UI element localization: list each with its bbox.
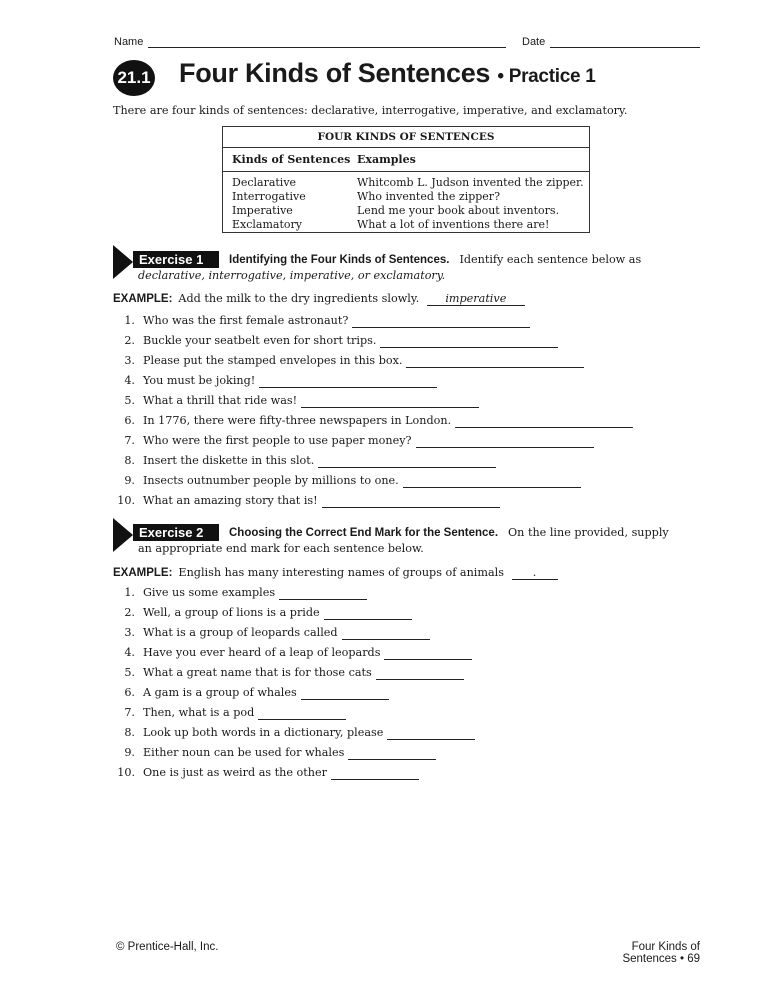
exercise-1-instructions [229, 253, 641, 266]
exercise-2-instruction: On the line provided, supply [508, 526, 669, 539]
name-label: Name [114, 36, 144, 48]
item-text: In 1776, there were fifty-three newspapers in London. [143, 414, 452, 427]
item-number: 9. [124, 474, 135, 487]
column-header-kinds: Kinds of Sentences [232, 153, 351, 166]
item-text: You must be joking! [143, 374, 256, 387]
title-main: Four Kinds of Sentences [179, 58, 491, 88]
answer-blank[interactable] [406, 354, 584, 368]
item-text: What an amazing story that is! [143, 494, 318, 507]
table-row [223, 204, 589, 218]
item-text: Have you ever heard of a leap of leopards [143, 646, 381, 659]
page-title [179, 58, 595, 89]
answer-blank[interactable] [342, 626, 430, 640]
title-subtitle: • Practice 1 [497, 66, 596, 87]
item-number: 5. [124, 394, 135, 407]
item-text: Insects outnumber people by millions to one. [143, 474, 399, 487]
item-text: Buckle your seatbelt even for short trips. [143, 334, 377, 347]
answer-blank[interactable] [376, 666, 464, 680]
item-text: What is a group of leopards called [143, 626, 338, 639]
item-number: 3. [124, 354, 135, 367]
table-caption: FOUR KINDS OF SENTENCES [223, 127, 589, 148]
item-number: 9. [124, 746, 135, 759]
answer-blank[interactable] [279, 586, 367, 600]
exercise-item [113, 586, 367, 600]
section-badge: 21.1 [113, 60, 155, 96]
item-number: 6. [124, 686, 135, 699]
answer-blank[interactable] [380, 334, 558, 348]
kind-cell: Declarative [232, 176, 297, 189]
item-number: 1. [124, 586, 135, 599]
item-number: 7. [124, 434, 135, 447]
answer-blank[interactable] [387, 726, 475, 740]
answer-blank[interactable] [301, 394, 479, 408]
intro-text: There are four kinds of sentences: declarative, interrogative, imperative, and exclamatory. [113, 104, 628, 117]
item-text: Well, a group of lions is a pride [143, 606, 320, 619]
kind-cell: Imperative [232, 204, 293, 217]
exercise-item [113, 726, 475, 740]
item-number: 6. [124, 414, 135, 427]
exercise-item [113, 394, 479, 408]
table-header-row [223, 148, 589, 172]
example-text: English has many interesting names of groups of animals [178, 566, 504, 579]
table-row [223, 218, 589, 232]
exercise-2-instruction-cont: an appropriate end mark for each sentence below. [138, 542, 424, 555]
answer-blank[interactable] [416, 434, 594, 448]
item-number: 7. [124, 706, 135, 719]
answer-blank[interactable] [318, 454, 496, 468]
name-field[interactable] [148, 47, 506, 48]
exercise-item [113, 354, 584, 368]
example-answer: imperative [427, 292, 525, 306]
exercise-item [113, 666, 464, 680]
exercise-item [113, 334, 558, 348]
exercise-item [113, 414, 633, 428]
answer-blank[interactable] [259, 374, 437, 388]
item-text: Then, what is a pod [143, 706, 255, 719]
item-text: Who was the first female astronaut? [143, 314, 349, 327]
exercise-1-instruction-cont: declarative, interrogative, imperative, or exclamatory. [138, 269, 446, 282]
exercise-item [113, 474, 581, 488]
item-text: Insert the diskette in this slot. [143, 454, 315, 467]
exercise-1-instruction: Identify each sentence below as [459, 253, 642, 266]
table-body [223, 172, 589, 232]
answer-blank[interactable] [322, 494, 500, 508]
item-text: Either noun can be used for whales [143, 746, 345, 759]
item-number: 4. [124, 646, 135, 659]
answer-blank[interactable] [331, 766, 419, 780]
example-cell: Who invented the zipper? [357, 190, 500, 203]
exercise-item [113, 626, 430, 640]
example-label: EXAMPLE: [113, 567, 173, 579]
arrow-icon [113, 245, 133, 279]
exercise-item [113, 766, 419, 780]
example-text: Add the milk to the dry ingredients slowly. [178, 292, 420, 305]
item-number: 10. [117, 766, 135, 779]
exercise-1-example [113, 292, 525, 306]
answer-blank[interactable] [324, 606, 412, 620]
item-text: Who were the first people to use paper money? [143, 434, 412, 447]
item-number: 8. [124, 726, 135, 739]
exercise-1-header [113, 245, 703, 282]
exercise-item [113, 454, 496, 468]
exercise-2-heading: Choosing the Correct End Mark for the Sentence. [229, 527, 499, 539]
exercise-item [113, 434, 594, 448]
item-number: 4. [124, 374, 135, 387]
answer-blank[interactable] [348, 746, 436, 760]
exercise-item [113, 706, 346, 720]
answer-blank[interactable] [455, 414, 633, 428]
exercise-item [113, 494, 500, 508]
kind-cell: Exclamatory [232, 218, 302, 231]
answer-blank[interactable] [258, 706, 346, 720]
exercise-1-heading: Identifying the Four Kinds of Sentences. [229, 254, 450, 266]
answer-blank[interactable] [301, 686, 389, 700]
table-row [223, 190, 589, 204]
exercise-item [113, 686, 389, 700]
footer-copyright: © Prentice-Hall, Inc. [116, 941, 219, 953]
exercise-2-label: Exercise 2 [133, 524, 219, 541]
item-text: Look up both words in a dictionary, please [143, 726, 384, 739]
item-text: A gam is a group of whales [143, 686, 297, 699]
item-number: 5. [124, 666, 135, 679]
example-label: EXAMPLE: [113, 293, 173, 305]
answer-blank[interactable] [384, 646, 472, 660]
exercise-item [113, 606, 412, 620]
footer-page-label: Four Kinds of Sentences • 69 [622, 941, 700, 965]
exercise-item [113, 374, 437, 388]
kind-cell: Interrogative [232, 190, 306, 203]
example-cell: Lend me your book about inventors. [357, 204, 560, 217]
exercise-1-label: Exercise 1 [133, 251, 219, 268]
column-header-examples: Examples [357, 153, 416, 166]
item-number: 8. [124, 454, 135, 467]
table-row [223, 176, 589, 190]
item-text: Please put the stamped envelopes in this box. [143, 354, 403, 367]
item-number: 3. [124, 626, 135, 639]
item-number: 2. [124, 334, 135, 347]
item-number: 2. [124, 606, 135, 619]
example-answer: . [512, 566, 558, 580]
item-text: What a great name that is for those cats [143, 666, 372, 679]
item-text: One is just as weird as the other [143, 766, 327, 779]
item-number: 10. [117, 494, 135, 507]
exercise-item [113, 746, 436, 760]
example-cell: What a lot of inventions there are! [357, 218, 550, 231]
exercise-item [113, 646, 472, 660]
item-text: What a thrill that ride was! [143, 394, 298, 407]
date-field[interactable] [550, 47, 700, 48]
item-number: 1. [124, 314, 135, 327]
date-label: Date [522, 36, 546, 48]
answer-blank[interactable] [403, 474, 581, 488]
item-text: Give us some examples [143, 586, 276, 599]
exercise-2-example [113, 566, 558, 580]
exercise-item [113, 314, 530, 328]
reference-table [222, 126, 590, 233]
example-cell: Whitcomb L. Judson invented the zipper. [357, 176, 584, 189]
answer-blank[interactable] [352, 314, 530, 328]
exercise-2-instructions [229, 526, 669, 539]
exercise-2-header [113, 518, 703, 555]
arrow-icon [113, 518, 133, 552]
